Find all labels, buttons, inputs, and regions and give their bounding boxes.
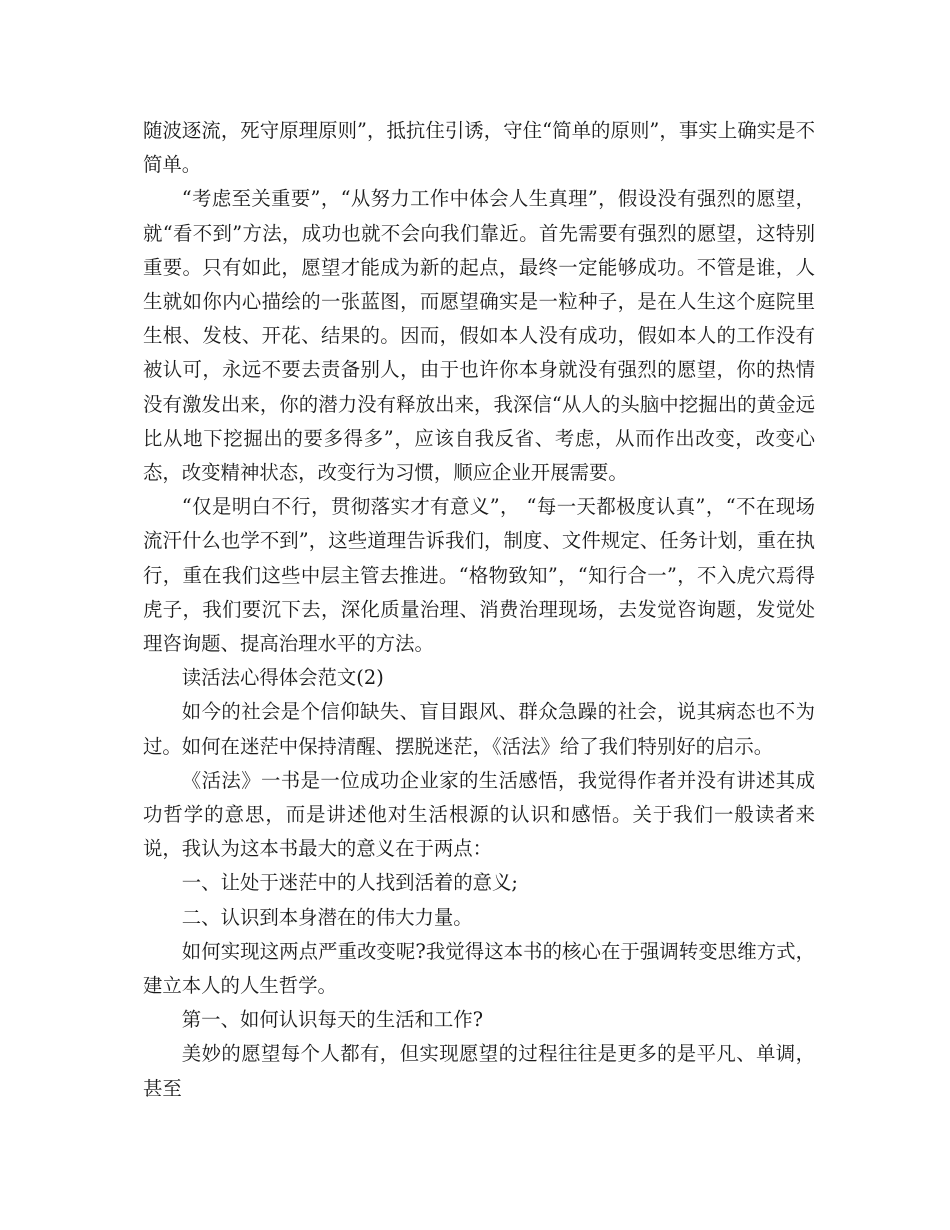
subheading-first: 第一、如何认识每天的生活和工作?: [181, 1008, 484, 1032]
paragraph-book-meaning: 《活法》一书是一位成功企业家的生活感悟，我觉得作者并没有讲述其成功哲学的意思，而是讲述他对生活根源的认识和感悟。关于我们一般读者来说，我认为这本书最大的意义在于两点：: [143, 768, 815, 861]
document-body: [143, 114, 815, 1106]
paragraph-society: 如今的社会是个信仰缺失、盲目跟风、群众急躁的社会，说其病态也不为过。如何在迷茫中保持清醒、摆脱迷茫，《活法》给了我们特别好的启示。: [143, 700, 815, 758]
paragraph-wishes: 美妙的愿望每个人都有，但实现愿望的过程往往是更多的是平凡、单调，甚至: [143, 1042, 815, 1100]
paragraph-strong-desire: “考虑至关重要”，“从努力工作中体会人生真理”，假设没有强烈的愿望，就“看不到”方法，成功也就不会向我们靠近。首先需要有强烈的愿望，这特别重要。只有如此，愿望才能成为新的起点，最终一定能够成功。不管是谁，人生就如你内心描绘的一张蓝图，而愿望确实是一粒种子，是在人生这个庭院里生根、发枝、开花、结果的。因而，假如本人没有成功，假如本人的工作没有被认可，永远不要去责备别人，由于也许你本身就没有强烈的愿望，你的热情没有激发出来，你的潜力没有释放出来，我深信“从人的头脑中挖掘出的黄金远比从地下挖掘出的要多得多”，应该自我反省、考虑，从而作出改变，改变心态，改变精神状态，改变行为习惯，顺应企业开展需要。: [143, 187, 815, 485]
list-item-second: 二、认识到本身潜在的伟大力量。: [181, 905, 473, 929]
paragraph-core-idea: 如何实现这两点严重改变呢?我觉得这本书的核心在于强调转变思维方式，建立本人的人生哲学。: [143, 939, 815, 998]
list-item-first: 一、让处于迷茫中的人找到活着的意义;: [181, 871, 518, 895]
paragraph-execution: “仅是明白不行，贯彻落实才有意义”， “每一天都极度认真”，“不在现场流汗什么也学不到”，这些道理告诉我们，制度、文件规定、任务计划，重在执行，重在我们这些中层主管去推进。“格物致知”，“知行合一”，不入虎穴焉得虎子，我们要沉下去，深化质量治理、消费治理现场，去发觉咨询题，发觉处理咨询题、提高治理水平的方法。: [143, 495, 815, 656]
section-heading: 读活法心得体会范文(2): [181, 666, 384, 690]
paragraph-continuation: 随波逐流，死守原理原则”，抵抗住引诱，守住“简单的原则”，事实上确实是不简单。: [143, 119, 815, 177]
